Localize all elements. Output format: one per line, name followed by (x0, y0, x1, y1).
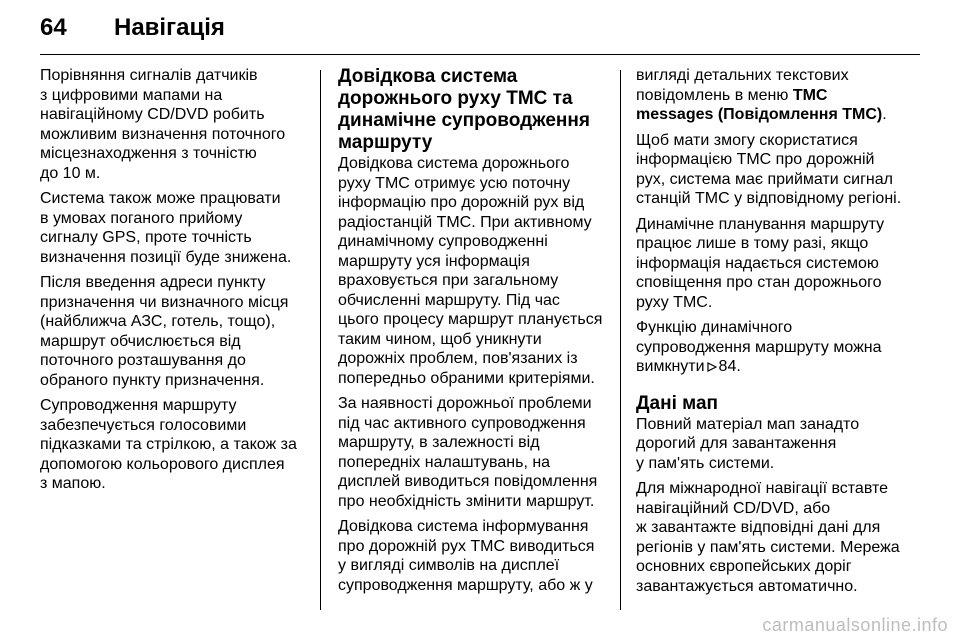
text-column-1 (40, 66, 312, 500)
tmc-heading: Довідкова система дорожнього руху TMC та динамічне супроводження маршруту (338, 66, 590, 153)
page-header (40, 14, 225, 50)
page-reference[interactable]: 84. (718, 358, 741, 375)
paragraph-text: Функцію динамічного супроводження маршруту можна вимкнути (636, 319, 882, 375)
paragraph: Динамічне планування маршруту працює лише в тому разі, якщо інформація надається системою сповіщення про стан дорожнього руху TMC. (636, 215, 885, 311)
tmc-messages-menu-name: TMC messages (Повідомлення TMC) (636, 86, 883, 123)
paragraph: За наявності дорожньої проблеми під час активного супроводження маршруту, в залежності від попередніх налаштувань, на дисплей виводиться повідомлення про необхідність змінити маршрут. (338, 395, 598, 510)
text-column-3 (636, 66, 926, 602)
page-number: 64 (40, 14, 67, 41)
column-divider (320, 70, 321, 610)
paragraph: Система також може працювати в умовах поганого прийому сигналу GPS, проте точність визначення позиції буде знижена. (40, 190, 292, 266)
paragraph (636, 66, 926, 125)
header-divider (40, 54, 920, 55)
paragraph-text: . (882, 106, 887, 123)
paragraph: Довідкова система інформування про дорожній рух TMC виводиться у вигляді символів на дисплеї супроводження маршруту, або ж у (338, 518, 595, 594)
section-title: Навігація (114, 14, 225, 41)
paragraph: Довідкова система дорожнього руху TMC отримує усю поточну інформацію про дорожній рух від радіостанцій TMC. При активному динамічному супроводженні маршруту уся інформація враховується при загальному обчисленні маршруту. Під час цього процесу маршрут планується таким чином, щоб уникнути дорожніх проблем, пов'язаних із попередньо обраними критеріями. (338, 155, 603, 387)
paragraph: Після введення адреси пункту призначення чи визначного місця (найближча АЗС, готель, тощо), маршрут обчислюється від поточного розташування до обраного пункту призначення. (40, 274, 289, 389)
paragraph: Порівняння сигналів датчиків з цифровими мапами на навігаційному CD/DVD робить можливим визначення поточного місцезнаходження з точністю до 10 м. (40, 67, 286, 182)
paragraph: Повний матеріал мап занадто дорогий для завантаження у пам'ять системи. (636, 415, 860, 472)
text-column-2 (338, 66, 606, 601)
page-reference-icon (707, 362, 717, 372)
paragraph (636, 318, 926, 377)
paragraph: Супроводження маршруту забезпечується голосовими підказками та стрілкою, а також за допомогою кольорового дисплея з мапою. (40, 397, 297, 492)
paragraph-text: вигляді детальних текстових повідомлень в меню (636, 67, 849, 104)
paragraph: Щоб мати змогу скористатися інформацією TMC про дорожній рух, система має приймати сигнал станцій TMC у відповідному регіоні. (636, 131, 902, 207)
map-data-heading: Дані мап (636, 392, 718, 414)
column-divider (620, 70, 621, 610)
paragraph: Для міжнародної навігації вставте навігаційний CD/DVD, або ж завантажте відповідні дані для регіонів у пам'ять системи. Мережа основних європейських доріг завантажується автоматично. (636, 480, 900, 595)
watermark: carmanualsonline.info (762, 615, 948, 635)
